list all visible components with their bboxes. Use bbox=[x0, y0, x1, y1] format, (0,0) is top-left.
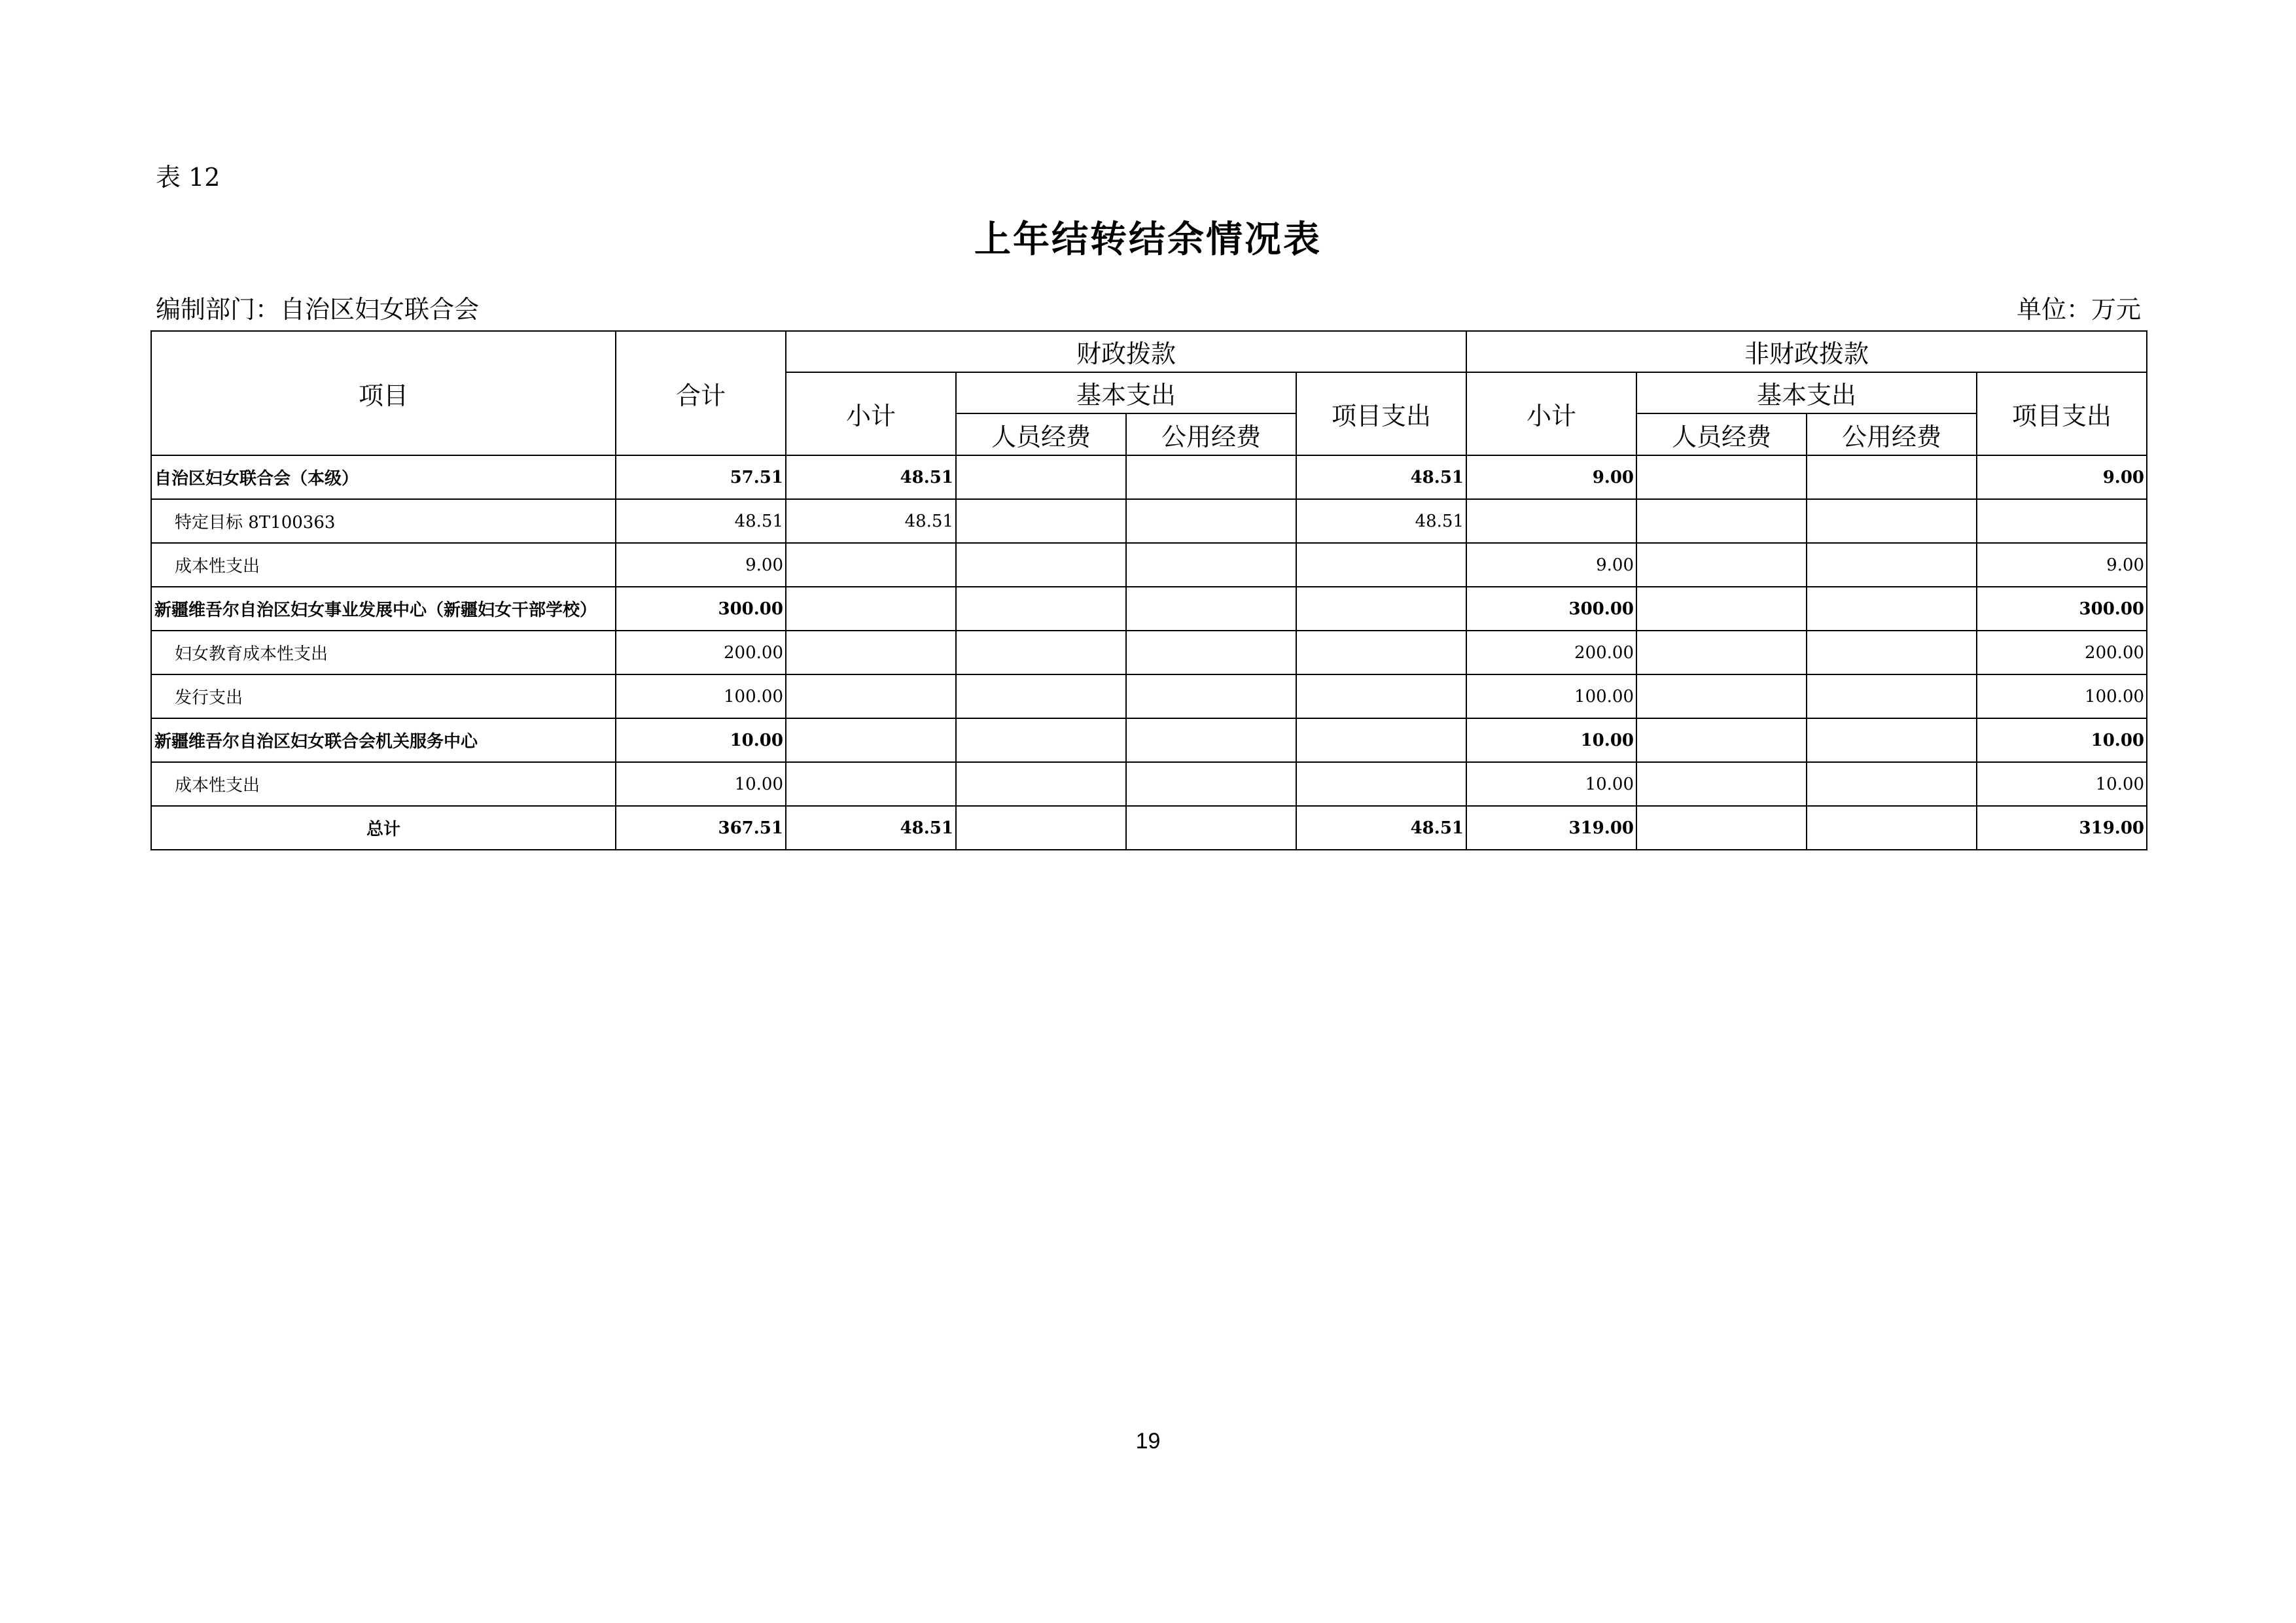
cell-nonfiscal-personnel bbox=[1636, 587, 1807, 631]
cell-nonfiscal-project: 9.00 bbox=[1977, 455, 2147, 499]
table-row bbox=[151, 762, 2147, 806]
cell-total: 9.00 bbox=[616, 543, 786, 587]
table-row bbox=[151, 543, 2147, 587]
cell-total: 57.51 bbox=[616, 455, 786, 499]
page-number: 19 bbox=[1135, 1429, 1161, 1454]
cell-fiscal-project bbox=[1296, 631, 1466, 674]
header-fiscal-public: 公用经费 bbox=[1126, 413, 1296, 455]
row-item-name: 新疆维吾尔自治区妇女事业发展中心（新疆妇女干部学校） bbox=[151, 587, 616, 631]
row-item-name: 自治区妇女联合会（本级） bbox=[151, 455, 616, 499]
table-number: 表 12 bbox=[156, 163, 221, 192]
table-row bbox=[151, 631, 2147, 674]
cell-nonfiscal-project: 10.00 bbox=[1977, 718, 2147, 762]
cell-fiscal-subtotal bbox=[786, 631, 956, 674]
cell-nonfiscal-project: 10.00 bbox=[1977, 762, 2147, 806]
cell-nonfiscal-subtotal: 10.00 bbox=[1466, 762, 1636, 806]
cell-fiscal-subtotal bbox=[786, 587, 956, 631]
cell-fiscal-personnel bbox=[956, 455, 1126, 499]
cell-nonfiscal-subtotal bbox=[1466, 499, 1636, 543]
cell-nonfiscal-public bbox=[1807, 455, 1977, 499]
cell-nonfiscal-public bbox=[1807, 806, 1977, 850]
header-fiscal: 财政拨款 bbox=[786, 331, 1466, 372]
cell-fiscal-personnel bbox=[956, 762, 1126, 806]
cell-nonfiscal-project: 100.00 bbox=[1977, 674, 2147, 718]
cell-nonfiscal-public bbox=[1807, 674, 1977, 718]
table-row bbox=[151, 499, 2147, 543]
row-item-name: 特定目标 8T100363 bbox=[151, 499, 616, 543]
cell-total: 48.51 bbox=[616, 499, 786, 543]
cell-fiscal-personnel bbox=[956, 499, 1126, 543]
cell-fiscal-public bbox=[1126, 543, 1296, 587]
cell-nonfiscal-personnel bbox=[1636, 631, 1807, 674]
header-total: 合计 bbox=[616, 331, 786, 455]
page-title: 上年结转结余情况表 bbox=[974, 218, 1322, 261]
cell-fiscal-personnel bbox=[956, 674, 1126, 718]
cell-fiscal-public bbox=[1126, 806, 1296, 850]
cell-fiscal-subtotal bbox=[786, 762, 956, 806]
table-row bbox=[151, 674, 2147, 718]
cell-fiscal-subtotal bbox=[786, 543, 956, 587]
cell-nonfiscal-subtotal: 300.00 bbox=[1466, 587, 1636, 631]
cell-fiscal-personnel bbox=[956, 631, 1126, 674]
row-item-name: 新疆维吾尔自治区妇女联合会机关服务中心 bbox=[151, 718, 616, 762]
cell-nonfiscal-personnel bbox=[1636, 543, 1807, 587]
header-nonfiscal-public: 公用经费 bbox=[1807, 413, 1977, 455]
header-fiscal-project: 项目支出 bbox=[1296, 372, 1466, 455]
cell-fiscal-personnel bbox=[956, 543, 1126, 587]
cell-nonfiscal-project bbox=[1977, 499, 2147, 543]
cell-nonfiscal-public bbox=[1807, 543, 1977, 587]
row-item-name: 成本性支出 bbox=[151, 762, 616, 806]
cell-nonfiscal-public bbox=[1807, 631, 1977, 674]
cell-fiscal-project bbox=[1296, 543, 1466, 587]
unit-label: 单位：万元 bbox=[2016, 295, 2141, 324]
row-item-name: 妇女教育成本性支出 bbox=[151, 631, 616, 674]
cell-nonfiscal-subtotal: 100.00 bbox=[1466, 674, 1636, 718]
cell-nonfiscal-subtotal: 319.00 bbox=[1466, 806, 1636, 850]
header-nonfiscal-project: 项目支出 bbox=[1977, 372, 2147, 455]
cell-nonfiscal-personnel bbox=[1636, 499, 1807, 543]
cell-nonfiscal-public bbox=[1807, 762, 1977, 806]
row-item-name: 成本性支出 bbox=[151, 543, 616, 587]
cell-fiscal-public bbox=[1126, 718, 1296, 762]
cell-fiscal-project: 48.51 bbox=[1296, 455, 1466, 499]
header-fiscal-subtotal: 小计 bbox=[786, 372, 956, 455]
cell-fiscal-public bbox=[1126, 631, 1296, 674]
cell-fiscal-personnel bbox=[956, 587, 1126, 631]
cell-fiscal-project bbox=[1296, 762, 1466, 806]
cell-nonfiscal-subtotal: 9.00 bbox=[1466, 455, 1636, 499]
cell-fiscal-public bbox=[1126, 762, 1296, 806]
cell-fiscal-public bbox=[1126, 499, 1296, 543]
cell-fiscal-subtotal bbox=[786, 718, 956, 762]
cell-fiscal-project: 48.51 bbox=[1296, 806, 1466, 850]
cell-nonfiscal-subtotal: 9.00 bbox=[1466, 543, 1636, 587]
header-nonfiscal-personnel: 人员经费 bbox=[1636, 413, 1807, 455]
cell-nonfiscal-personnel bbox=[1636, 762, 1807, 806]
cell-nonfiscal-personnel bbox=[1636, 455, 1807, 499]
cell-nonfiscal-personnel bbox=[1636, 674, 1807, 718]
cell-nonfiscal-project: 319.00 bbox=[1977, 806, 2147, 850]
cell-total: 300.00 bbox=[616, 587, 786, 631]
cell-nonfiscal-project: 9.00 bbox=[1977, 543, 2147, 587]
total-row-label: 总计 bbox=[151, 806, 616, 850]
row-item-name: 发行支出 bbox=[151, 674, 616, 718]
carryover-balance-table bbox=[150, 330, 2147, 850]
cell-total: 367.51 bbox=[616, 806, 786, 850]
cell-total: 200.00 bbox=[616, 631, 786, 674]
cell-total: 10.00 bbox=[616, 762, 786, 806]
header-nonfiscal-basic: 基本支出 bbox=[1636, 372, 1977, 413]
cell-total: 10.00 bbox=[616, 718, 786, 762]
header-fiscal-personnel: 人员经费 bbox=[956, 413, 1126, 455]
cell-nonfiscal-public bbox=[1807, 718, 1977, 762]
total-row bbox=[151, 806, 2147, 850]
cell-fiscal-subtotal: 48.51 bbox=[786, 499, 956, 543]
cell-fiscal-public bbox=[1126, 455, 1296, 499]
cell-fiscal-personnel bbox=[956, 806, 1126, 850]
cell-fiscal-project: 48.51 bbox=[1296, 499, 1466, 543]
table-row bbox=[151, 718, 2147, 762]
cell-fiscal-subtotal bbox=[786, 674, 956, 718]
header-fiscal-basic: 基本支出 bbox=[956, 372, 1296, 413]
cell-fiscal-public bbox=[1126, 674, 1296, 718]
header-nonfiscal-subtotal: 小计 bbox=[1466, 372, 1636, 455]
cell-nonfiscal-public bbox=[1807, 587, 1977, 631]
cell-fiscal-project bbox=[1296, 587, 1466, 631]
header-nonfiscal: 非财政拨款 bbox=[1466, 331, 2147, 372]
cell-nonfiscal-project: 200.00 bbox=[1977, 631, 2147, 674]
cell-nonfiscal-subtotal: 10.00 bbox=[1466, 718, 1636, 762]
header-item: 项目 bbox=[151, 331, 616, 455]
compiling-department: 编制部门：自治区妇女联合会 bbox=[156, 295, 480, 324]
cell-fiscal-personnel bbox=[956, 718, 1126, 762]
cell-total: 100.00 bbox=[616, 674, 786, 718]
cell-nonfiscal-personnel bbox=[1636, 718, 1807, 762]
cell-fiscal-subtotal: 48.51 bbox=[786, 455, 956, 499]
cell-fiscal-project bbox=[1296, 674, 1466, 718]
cell-nonfiscal-subtotal: 200.00 bbox=[1466, 631, 1636, 674]
cell-fiscal-project bbox=[1296, 718, 1466, 762]
table-row bbox=[151, 587, 2147, 631]
table-row bbox=[151, 455, 2147, 499]
cell-nonfiscal-personnel bbox=[1636, 806, 1807, 850]
cell-nonfiscal-public bbox=[1807, 499, 1977, 543]
cell-nonfiscal-project: 300.00 bbox=[1977, 587, 2147, 631]
cell-fiscal-subtotal: 48.51 bbox=[786, 806, 956, 850]
cell-fiscal-public bbox=[1126, 587, 1296, 631]
